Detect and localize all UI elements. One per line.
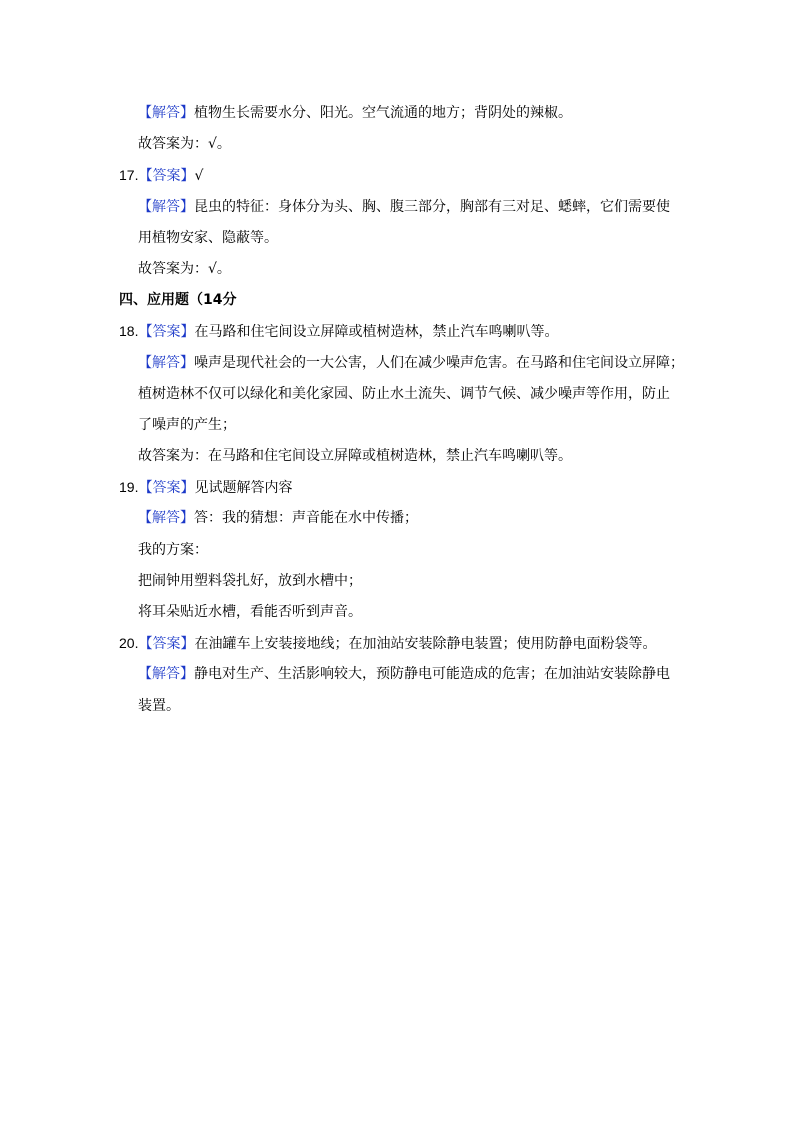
q19-analysis-continued: 我的方案： (138, 542, 208, 558)
q20-analysis-text: 静电对生产、生活影响较大，预防静电可能造成的危害；在加油站安装除静电 (194, 666, 670, 682)
question-number: 18. (119, 323, 139, 339)
q19-analysis-line (138, 508, 418, 528)
q18-analysis-line (138, 353, 684, 373)
q16-conclusion: 故答案为：√。 (138, 136, 231, 152)
answer-label: 【答案】 (138, 636, 195, 652)
question-number: 19. (119, 479, 139, 495)
section-title: 四、应用题（14分 (119, 292, 237, 308)
analysis-label: 【解答】 (138, 510, 194, 526)
q19-answer-line (119, 477, 292, 498)
q19-analysis-continued: 把闹钟用塑料袋扎好，放到水槽中； (138, 573, 362, 589)
analysis-label: 【解答】 (138, 666, 194, 682)
q19-analysis-continued: 将耳朵贴近水槽，看能否听到声音。 (138, 604, 362, 620)
q17-answer-line (119, 165, 203, 186)
question-number: 17. (119, 167, 139, 183)
q18-answer-text: 在马路和住宅间设立屏障或植树造林，禁止汽车鸣喇叭等。 (194, 324, 559, 340)
analysis-label: 【解答】 (138, 355, 194, 371)
analysis-label: 【解答】 (138, 199, 194, 215)
q17-conclusion: 故答案为：√。 (138, 261, 231, 277)
answer-label: 【答案】 (138, 480, 195, 496)
q19-analysis-text: 答：我的猜想：声音能在水中传播； (194, 510, 418, 526)
q17-answer-text: √ (194, 168, 204, 184)
answer-label: 【答案】 (138, 324, 195, 340)
analysis-label: 【解答】 (138, 105, 194, 121)
q17-analysis-text: 昆虫的特征：身体分为头、胸、腹三部分，胸部有三对足、蟋蟀，它们需要使 (194, 199, 670, 215)
q17-analysis-continued: 用植物安家、隐蔽等。 (138, 230, 278, 246)
q20-analysis-continued: 装置。 (138, 698, 180, 714)
q20-analysis-line (138, 664, 670, 684)
q18-answer-line (119, 321, 558, 342)
q18-analysis-continued: 了噪声的产生； (138, 417, 236, 433)
q18-conclusion: 故答案为：在马路和住宅间设立屏障或植树造林，禁止汽车鸣喇叭等。 (138, 448, 572, 464)
q17-analysis-line (138, 197, 670, 217)
answer-label: 【答案】 (138, 168, 195, 184)
question-number: 20. (119, 635, 139, 651)
q16-analysis-line (138, 103, 572, 123)
q18-analysis-text: 噪声是现代社会的一大公害，人们在减少噪声危害。在马路和住宅间设立屏障； (194, 355, 684, 371)
q19-answer-text: 见试题解答内容 (194, 480, 293, 496)
q16-analysis-text: 植物生长需要水分、阳光。空气流通的地方；背阴处的辣椒。 (194, 105, 572, 121)
q18-analysis-continued: 植树造林不仅可以绿化和美化家园、防止水土流失、调节气候、减少噪声等作用，防止 (138, 386, 670, 402)
q20-answer-text: 在油罐车上安装接地线；在加油站安装除静电装置；使用防静电面粉袋等。 (194, 636, 657, 652)
q20-answer-line (119, 633, 656, 654)
